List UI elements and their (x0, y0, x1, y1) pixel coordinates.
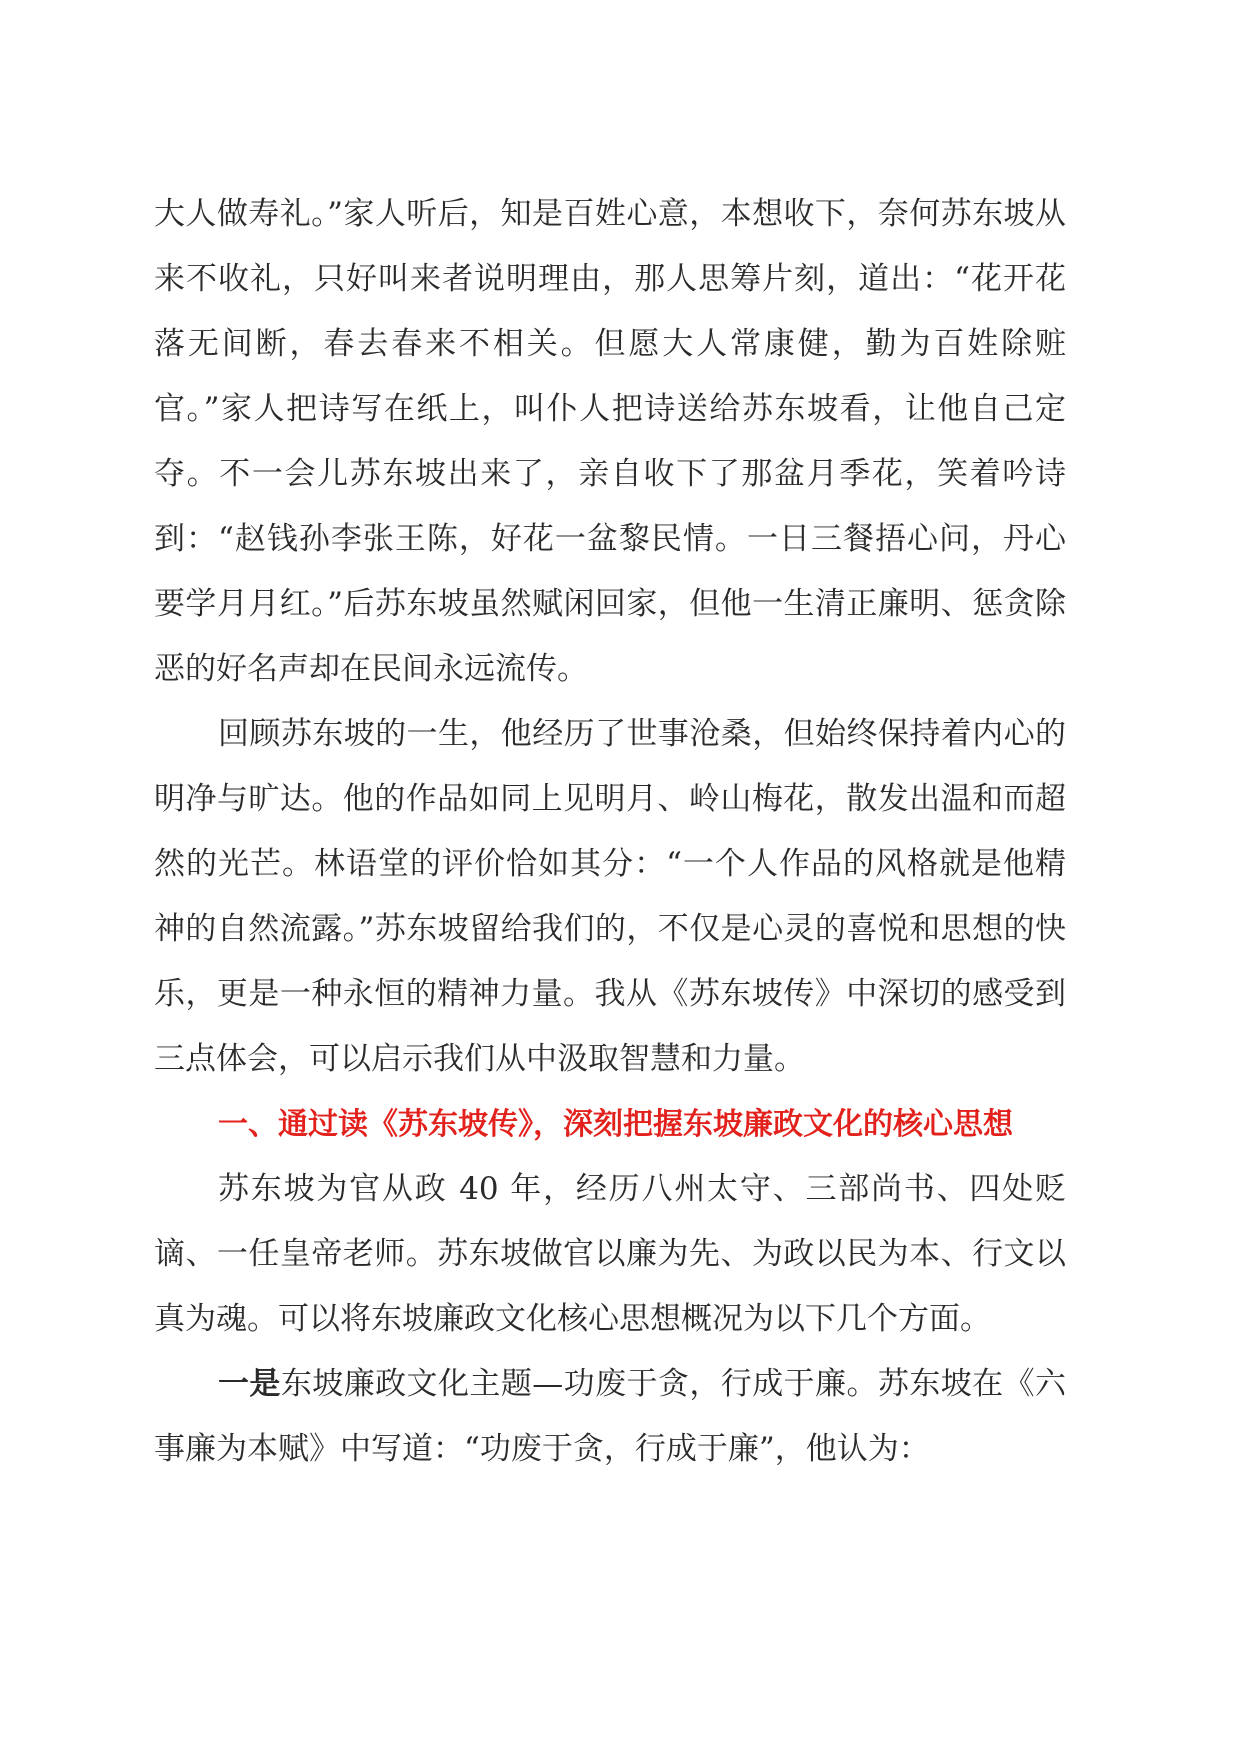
point-text: 东坡廉政文化主题—功废于贪，行成于廉。苏东坡在《六事廉为本赋》中写道：“功废于贪，行成于廉”，他认为： (154, 1366, 1067, 1467)
paragraph-continuation: 大人做寿礼。”家人听后，知是百姓心意，本想收下，奈何苏东坡从来不收礼，只好叫来者说明理由，那人思筹片刻，道出：“花开花落无间断，春去春来不相关。但愿大人常康健，勤为百姓除赃官。”家人把诗写在纸上，叫仆人把诗送给苏东坡看，让他自己定夺。不一会儿苏东坡出来了，亲自收下了那盆月季花，笑着吟诗到：“赵钱孙李张王陈，好花一盆黎民情。一日三餐捂心问，丹心要学月月红。”后苏东坡虽然赋闲回家，但他一生清正廉明、惩贪除恶的好名声却在民间永远流传。 (154, 196, 1066, 687)
paragraph-point-one (154, 1352, 1066, 1482)
point-lead: 一是 (218, 1366, 281, 1402)
paragraph-career: 苏东坡为官从政 40 年，经历八州太守、三部尚书、四处贬谪、一任皇帝老师。苏东坡做官以廉为先、为政以民为本、行文以真为魂。可以将东坡廉政文化核心思想概况为以下几个方面。 (154, 1171, 1066, 1337)
section-heading: 一、通过读《苏东坡传》，深刻把握东坡廉政文化的核心思想 (218, 1107, 1013, 1142)
paragraph-review: 回顾苏东坡的一生，他经历了世事沧桑，但始终保持着内心的明净与旷达。他的作品如同上见明月、岭山梅花，散发出温和而超然的光芒。林语堂的评价恰如其分：“一个人作品的风格就是他精神的自然流露。”苏东坡留给我们的，不仅是心灵的喜悦和思想的快乐，更是一种永恒的精神力量。我从《苏东坡传》中深切的感受到三点体会，可以启示我们从中汲取智慧和力量。 (154, 716, 1066, 1077)
document-body (154, 182, 1066, 1482)
